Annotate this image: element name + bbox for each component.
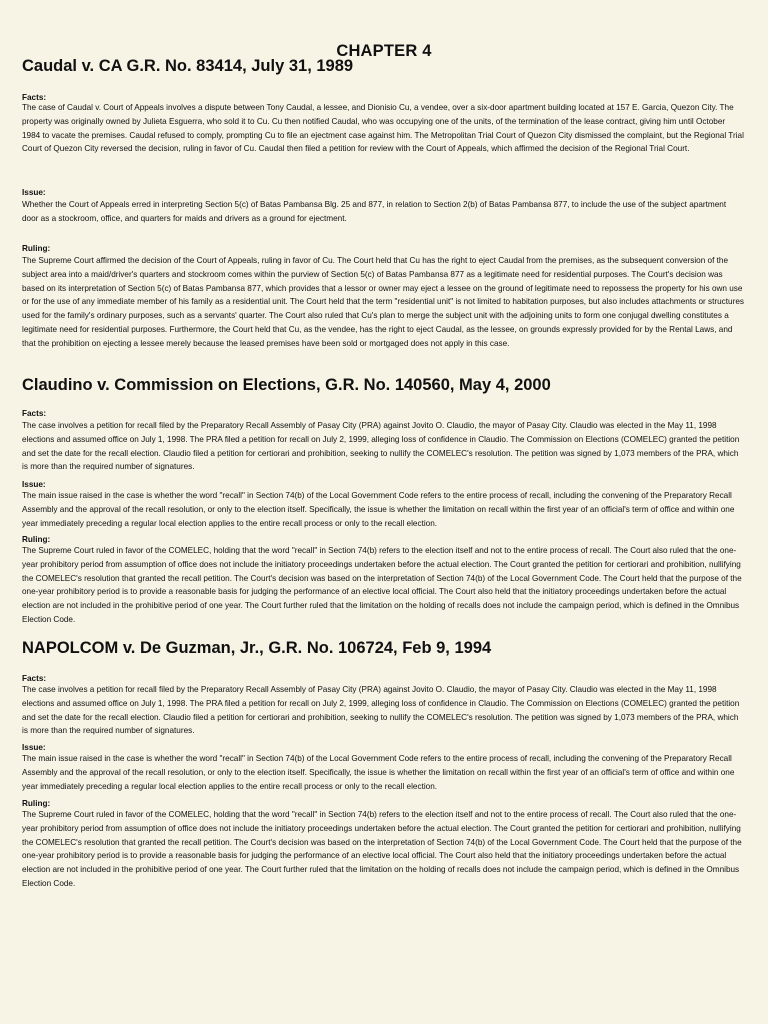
ruling-label: Ruling: (22, 799, 51, 808)
facts-label: Facts: (22, 93, 47, 102)
issue-label: Issue: (22, 743, 46, 752)
case-title: Caudal v. CA G.R. No. 83414, July 31, 1989 (22, 57, 354, 75)
issue-paragraph: The main issue raised in the case is whether the word "recall" in Section 74(b) of the Local Government Code refers to the entire process of recall, including the convening of the Preparatory Recall Assembly and the approval of the recall resolution, or only to the election itself. Specifically, the issue is whether the limitation on recall within the first year of an official's term of office and within one year immediately preceding a regular local election applies to the entire recall process or only to the recall election. (22, 754, 735, 791)
case-title: Claudino v. Commission on Elections, G.R. No. 140560, May 4, 2000 (22, 376, 551, 394)
issue-paragraph: Whether the Court of Appeals erred in interpreting Section 5(c) of Batas Pambansa Blg. 25 and 877, in relation to Section 2(b) of Batas Pambansa 877, to include the use of the subject apartment door as a stockroom, office, and quarters for maids and drivers as a ground for ejectment. (22, 200, 727, 223)
facts-label: Facts: (22, 409, 47, 418)
facts-paragraph: The case involves a petition for recall filed by the Preparatory Recall Assembly of Pasay City (PRA) against Jovito O. Claudio, the mayor of Pasay City. Claudio was elected in the May 11, 1998 elections and assumed office on July 1, 1998. The PRA filed a petition for recall on July 2, 1999, alleging loss of confidence in Claudio. The Commission on Elections (COMELEC) granted the petition and set the date for the recall election. Claudio filed a petition for certiorari and prohibition, seeking to nullify the COMELEC's resolution. The petition was signed by 1,073 members of the PRA, which is more than the required number of signatures. (22, 421, 740, 472)
issue-label: Issue: (22, 188, 46, 197)
ruling-paragraph: The Supreme Court ruled in favor of the COMELEC, holding that the word "recall" in Section 74(b) refers to the election itself and not to the entire process of recall. The Court also ruled that the one-year prohibitory period from assumption of office does not include the initiatory proceedings undertaken before the actual election. The Court granted the petition for certiorari and prohibition, nullifying the COMELEC's resolution that granted the recall petition. The Court's decision was based on the interpretation of Section 74(b) of the Local Government Code. The Court held that the purpose of the one-year prohibitory period is to provide a reasonable basis for judging the performance of an elective local official. The Court also held that the initiatory proceedings undertaken before the actual election are not included in the prohibitive period of one year. The Court further ruled that the limitation on the holding of recalls does not include the campaign period, which is defined in the Omnibus Election Code. (22, 546, 742, 624)
ruling-label: Ruling: (22, 244, 51, 253)
facts-label: Facts: (22, 674, 47, 683)
facts-paragraph: The case of Caudal v. Court of Appeals involves a dispute between Tony Caudal, a lessee, and Dionisio Cu, a vendee, over a six-door apartment building located at 157 E. Garcia, Quezon City. The property was originally owned by Julieta Esguerra, who sold it to Cu. Cu then notified Caudal, who was occupying one of the units, of the termination of the lease contract, giving him until October 1984 to vacate the premises. Caudal refused to comply, prompting Cu to file an ejectment case against him. The Metropolitan Trial Court of Quezon City dismissed the complaint, but the Regional Trial Court of Quezon City reversed the decision, ruling in favor of Cu. Caudal then filed a petition for review with the Court of Appeals, which affirmed the decision of the Regional Trial Court. (22, 103, 744, 154)
facts-paragraph: The case involves a petition for recall filed by the Preparatory Recall Assembly of Pasay City (PRA) against Jovito O. Claudio, the mayor of Pasay City. Claudio was elected in the May 11, 1998 elections and assumed office on July 1, 1998. The PRA filed a petition for recall on July 2, 1999, alleging loss of confidence in Claudio. The Commission on Elections (COMELEC) granted the petition and set the date for the recall election. Claudio filed a petition for certiorari and prohibition, seeking to nullify the COMELEC's resolution. The petition was signed by 1,073 members of the PRA, which is more than the required number of signatures. (22, 685, 740, 736)
ruling-label: Ruling: (22, 535, 51, 544)
ruling-paragraph: The Supreme Court ruled in favor of the COMELEC, holding that the word "recall" in Section 74(b) refers to the election itself and not to the entire process of recall. The Court also ruled that the one-year prohibitory period from assumption of office does not include the initiatory proceedings undertaken before the actual election. The Court granted the petition for certiorari and prohibition, nullifying the COMELEC's resolution that granted the recall petition. The Court's decision was based on the interpretation of Section 74(b) of the Local Government Code. The Court held that the purpose of the one-year prohibitory period is to provide a reasonable basis for judging the performance of an elective local official. The Court also held that the initiatory proceedings undertaken before the actual election are not included in the prohibitive period of one year. The Court further ruled that the limitation on the holding of recalls does not include the campaign period, which is defined in the Omnibus Election Code. (22, 810, 742, 888)
issue-paragraph: The main issue raised in the case is whether the word "recall" in Section 74(b) of the Local Government Code refers to the entire process of recall, including the convening of the Preparatory Recall Assembly and the approval of the recall resolution, or only to the election itself. Specifically, the issue is whether the limitation on recall within the first year of an official's term of office and within one year immediately preceding a regular local election applies to the entire recall process or only to the recall election. (22, 491, 735, 528)
ruling-paragraph: The Supreme Court affirmed the decision of the Court of Appeals, ruling in favor of Cu. The Court held that Cu has the right to eject Caudal from the premises, as the subsequent conversion of the subject area into a maid/driver's quarters and stockroom comes within the purview of Section 5(c) of Batas Pambansa 877 as a legitimate need for residential purposes. The Court's decision was based on its interpretation of Section 5(c) of Batas Pambansa 877, which provides that a lessor or owner may eject a lessee on the ground of legitimate need to repossess the property for his own use or for the use of any immediate member of his family as a residential unit. The Court held that the term "residential unit" is not limited to habitation purposes, but also includes attachments or structures used for the family's ordinary purposes, such as a servants' quarter. The Court also ruled that Cu's plan to merge the subject unit with the adjoining units to form one conjugal dwelling constitutes a legitimate need for residential purposes. Furthermore, the Court held that Cu, as the vendee, has the right to eject Caudal, as the lessee, on grounds expressly provided for by the Rental Laws, and that the prohibition on ejecting a lessee merely because the leased premises have been sold or mortgaged does not apply in this case. (22, 256, 744, 348)
case-title: NAPOLCOM v. De Guzman, Jr., G.R. No. 106724, Feb 9, 1994 (22, 639, 492, 657)
chapter-heading: CHAPTER 4 (336, 42, 432, 60)
issue-label: Issue: (22, 480, 46, 489)
